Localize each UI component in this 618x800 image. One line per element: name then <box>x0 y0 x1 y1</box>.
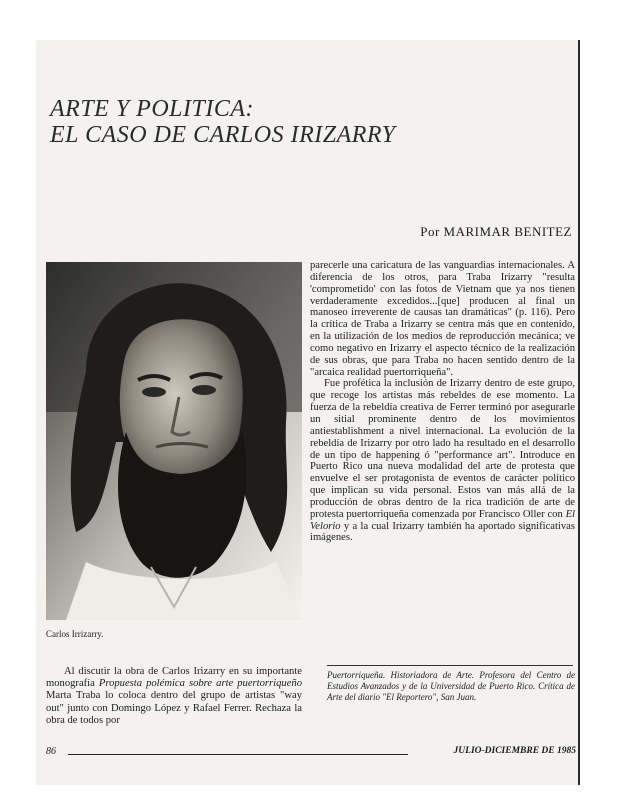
title-line-2: EL CASO DE CARLOS IRIZARRY <box>50 122 396 148</box>
footer-rule <box>68 754 408 755</box>
portrait-illustration <box>46 262 302 620</box>
portrait-photo <box>46 262 302 620</box>
article-title <box>50 96 395 148</box>
page-number: 86 <box>46 746 56 757</box>
author-byline: Por MARIMAR BENITEZ <box>420 224 572 239</box>
paragraph: Fue profética la inclusión de Irizarry dentro de este grupo, que recoge los artistas más rebeldes de ese momento. La fuerza de la rebeldía creativa de Ferrer terminó por asegurarle un sitial prominente dentro de los movimientos antiestablishment a nivel internacional. La evolución de la rebeldía de Irizarry por otro lado ha resultado en el desarrollo de un tipo de happening ó "performance art". Introduce en Puerto Rico una nueva modalidad del arte de protesta que envuelve el ser protagonista de eventos de carácter político que implican su vida personal. Estos van más allá de la producción de obras dentro de la rica tradición de arte de protesta puertorriqueña comenzada por Francisco Oller con El Velorio y a la cual Irizarry también ha aportado significativas imágenes. <box>310 378 575 544</box>
paragraph: parecerle una caricatura de las vanguardias internacionales. A diferencia de los otros, para Traba Irizarry "resulta 'comprometido' con las fotos de Vietnam que ya nos tienen verdaderamente excedidos...[que] producen al final un manoseo irreverente de causas tan dramáticas" (p. 116). Pero la crítica de Traba a Irizarry se centra más que en contenido, en la utilización de los medios de reproducción mecánica; ve como negativo en Irizarry el aspecto técnico de la realización de sus obras, que para Traba no hacen sentido dentro de la "arcaica realidad puertorriqueña". <box>310 260 575 378</box>
left-column-text <box>46 666 302 727</box>
page-footer <box>46 746 576 760</box>
footnote-divider <box>327 665 573 666</box>
page-edge-shadow <box>578 40 580 785</box>
photo-caption: Carlos Irrizarry. <box>46 629 104 639</box>
issue-date: JULIO-DICIEMBRE DE 1985 <box>453 746 576 756</box>
journal-page <box>36 40 580 785</box>
author-footnote: Puertorriqueña. Historiadora de Arte. Profesora del Centro de Estudios Avanzados y de la Universidad de Puerto Rico. Crítica de Arte del diario "El Reportero", San Juan. <box>327 670 575 702</box>
title-line-1: ARTE Y POLITICA: <box>50 96 255 122</box>
right-column-text <box>310 260 575 544</box>
paragraph: Al discutir la obra de Carlos Irizarry en su importante monografía Propuesta polémica sobre arte puertorriqueño Marta Traba lo coloca dentro del grupo de artistas "way out" junto con Domingo López y Rafael Ferrer. Rechaza la obra de todos por <box>46 666 302 726</box>
